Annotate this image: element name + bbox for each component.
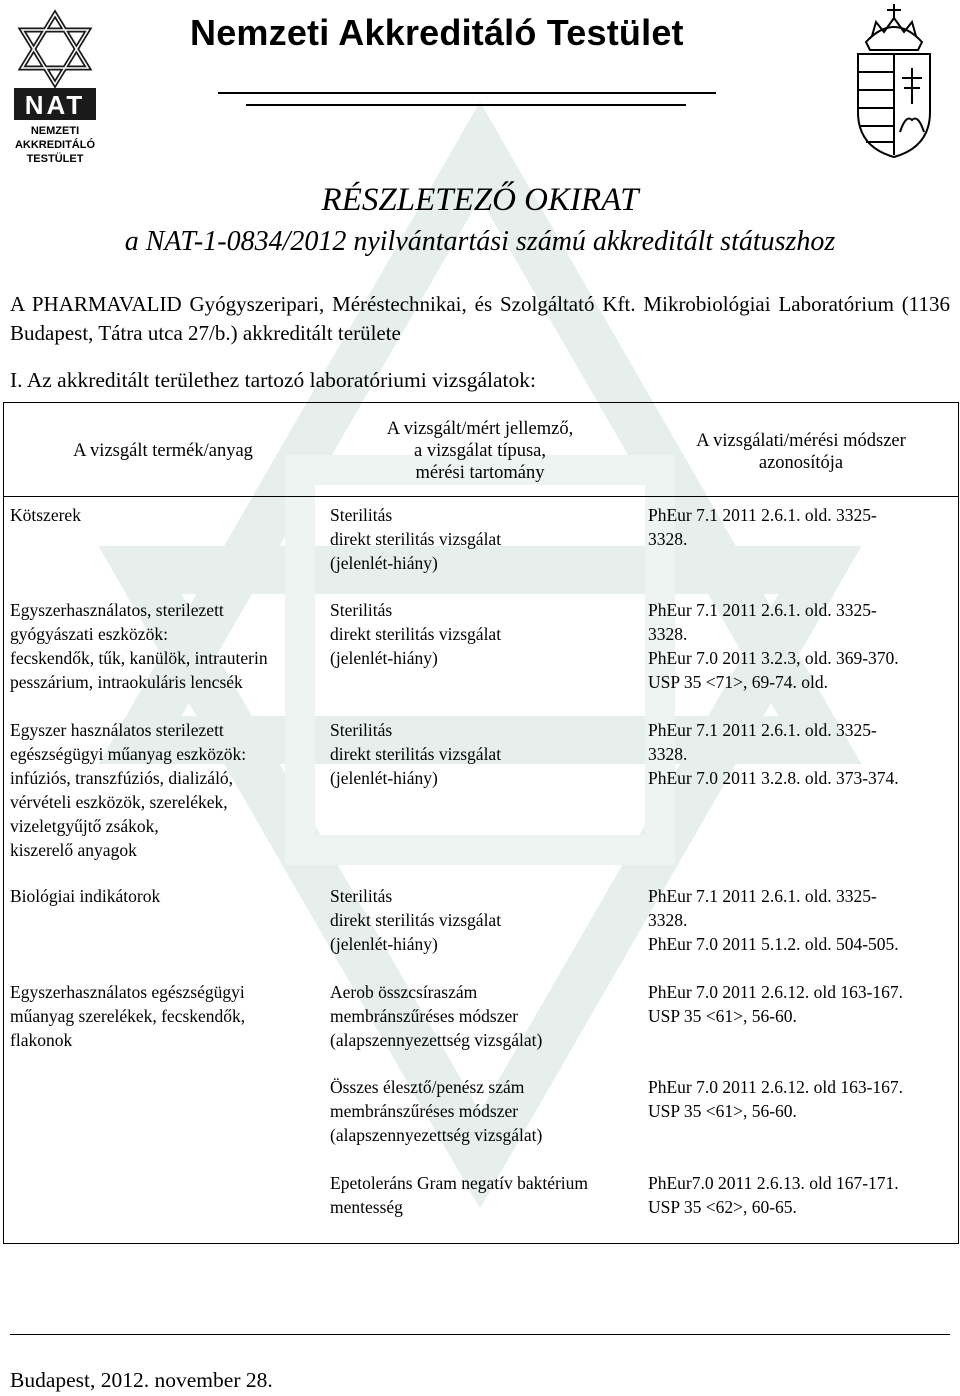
table-row-4-product: Biológiai indikátorok: [10, 886, 161, 906]
table-row-2-product: Egyszerhasználatos, sterilezett gyógyászati eszközök: fecskendők, tűk, kanülök, intrauterin pesszárium, intraokuláris lencsék: [10, 600, 268, 692]
svg-text:NEMZETI: NEMZETI: [30, 125, 80, 137]
table-row-2-characteristic: Sterilitás direkt sterilitás vizsgálat (jelenlét-hiány): [330, 600, 502, 668]
table-row-5-product: Egyszerhasználatos egészségügyi műanyag szerelékek, fecskendők, flakonok: [10, 982, 246, 1050]
table-row-4-characteristic: Sterilitás direkt sterilitás vizsgálat (jelenlét-hiány): [330, 886, 502, 954]
table-header-divider: [3, 496, 959, 497]
column-header-characteristic: A vizsgált/mért jellemző, a vizsgálat típusa, mérési tartomány: [386, 419, 574, 483]
table-row-4-method: PhEur 7.1 2011 2.6.1. old. 3325- 3328. PhEur 7.0 2011 5.1.2. old. 504-505.: [648, 886, 899, 954]
table-row-7-characteristic: Epetoleráns Gram negatív baktérium mentesség: [330, 1173, 589, 1217]
footer-divider: [10, 1334, 950, 1335]
table-row-6-method: PhEur 7.0 2011 2.6.12. old 163-167. USP 35 <61>, 56-60.: [648, 1077, 904, 1121]
table-row-2-method: PhEur 7.1 2011 2.6.1. old. 3325- 3328. PhEur 7.0 2011 3.2.3, old. 369-370. USP 35 <71>, 69-74. old.: [648, 600, 899, 692]
issue-date: Budapest, 2012. november 28.: [10, 1368, 273, 1392]
table-row-1-characteristic: Sterilitás direkt sterilitás vizsgálat (jelenlét-hiány): [330, 505, 502, 573]
table-row-1-method: PhEur 7.1 2011 2.6.1. old. 3325- 3328.: [648, 505, 877, 549]
svg-text:NAT: NAT: [24, 90, 86, 120]
table-row-3-characteristic: Sterilitás direkt sterilitás vizsgálat (jelenlét-hiány): [330, 720, 502, 788]
table-row-3-method: PhEur 7.1 2011 2.6.1. old. 3325- 3328. PhEur 7.0 2011 3.2.8. old. 373-374.: [648, 720, 899, 788]
nat-logo-icon: [10, 6, 100, 166]
table-row-3-product: Egyszer használatos sterilezett egészségügyi műanyag eszközök: infúziós, transzfúziós, dializáló, vérvételi eszközök, szerelékek, vizeletgyűjtő zsákok, kiszerelő anyagok: [10, 720, 247, 860]
svg-text:TESTÜLET: TESTÜLET: [26, 153, 84, 165]
column-header-product: A vizsgált termék/anyag: [73, 441, 253, 461]
section-heading: I. Az akkreditált területhez tartozó laboratóriumi vizsgálatok:: [10, 368, 536, 392]
table-row-6-characteristic: Összes élesztő/penész szám membránszűréses módszer (alapszennyezettség vizsgálat): [330, 1077, 543, 1145]
title-underline-secondary: [246, 104, 686, 106]
column-header-method: A vizsgálati/mérési módszer azonosítója: [696, 431, 906, 473]
document-title: RÉSZLETEZŐ OKIRAT: [321, 182, 639, 218]
accreditation-scope-intro: A PHARMAVALID Gyógyszeripari, Méréstechnikai, és Szolgáltató Kft. Mikrobiológiai Laboratórium (1136 Budapest, Tátra utca 27/b.) akkreditált területe: [10, 292, 950, 345]
table-row-1-product: Kötszerek: [10, 505, 81, 525]
table-row-5-method: PhEur 7.0 2011 2.6.12. old 163-167. USP 35 <61>, 56-60.: [648, 982, 904, 1026]
document-subtitle: a NAT-1-0834/2012 nyilvántartási számú akkreditált státuszhoz: [124, 226, 836, 257]
hungarian-coat-of-arms-icon: [846, 2, 942, 160]
table-row-7-method: PhEur7.0 2011 2.6.13. old 167-171. USP 35 <62>, 60-65.: [648, 1173, 899, 1217]
title-underline: [218, 92, 716, 94]
organization-title: Nemzeti Akkreditáló Testület: [190, 12, 684, 53]
svg-text:AKKREDITÁLÓ: AKKREDITÁLÓ: [14, 139, 96, 151]
table-row-5-characteristic: Aerob összcsíraszám membránszűréses módszer (alapszennyezettség vizsgálat): [330, 982, 543, 1050]
